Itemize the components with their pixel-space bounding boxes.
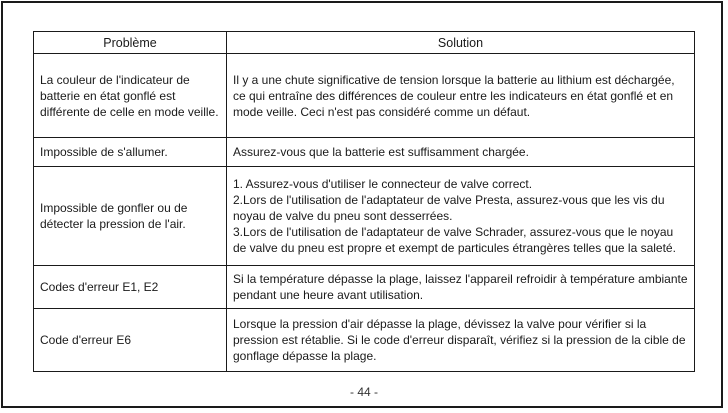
solution-cell [227, 54, 695, 138]
solution-cell [227, 167, 695, 266]
problem-cell: Code d'erreur E6 [34, 309, 227, 372]
table-row [34, 138, 695, 167]
solution-text: Assurez-vous que la batterie est suffisamment chargée. [233, 145, 529, 159]
solution-text: Si la température dépasse la plage, laissez l'appareil refroidir à température ambiante pendant une heure avant utilisation. [233, 272, 688, 302]
solution-cell [227, 266, 695, 309]
solution-text: Lorsque la pression d'air dépasse la plage, dévissez la valve pour vérifier si la pression est rétablie. Si le code d'erreur disparaît, vérifiez si la pression de la cible de gonflage dépasse la plage. [233, 317, 686, 363]
solution-cell [227, 138, 695, 167]
problem-cell: La couleur de l'indicateur de batterie en état gonflé est différente de celle en mode veille. [34, 54, 227, 138]
solution-cell [227, 309, 695, 372]
table-header-row [34, 32, 695, 54]
table-row [34, 54, 695, 138]
table-row [34, 266, 695, 309]
page-number: - 44 - [349, 385, 378, 399]
solution-step: 3.Lors de l'utilisation de l'adaptateur de valve Schrader, assurez-vous que le noyau de valve du pneu est propre et exempt de particules étrangères telles que la saleté. [233, 225, 676, 255]
problem-cell: Impossible de gonfler ou de détecter la pression de l'air. [34, 167, 227, 266]
solution-step: 2.Lors de l'utilisation de l'adaptateur de valve Presta, assurez-vous que les vis du noyau de valve du pneu sont desserrées. [233, 193, 665, 223]
solution-step: 1. Assurez-vous d'utiliser le connecteur de valve correct. [233, 177, 533, 191]
troubleshooting-table [33, 31, 695, 372]
solution-text: Il y a une chute significative de tension lorsque la batterie au lithium est déchargée, ce qui entraîne des différences de couleur entre les indicateurs en état gonflé et en mode veille. Ceci n'est pas considéré comme un défaut. [233, 72, 675, 119]
problem-cell: Impossible de s'allumer. [34, 138, 227, 167]
problem-cell: Codes d'erreur E1, E2 [34, 266, 227, 309]
table-row [34, 167, 695, 266]
header-problem: Problème [34, 32, 227, 54]
table-row [34, 309, 695, 372]
header-solution: Solution [227, 32, 695, 54]
